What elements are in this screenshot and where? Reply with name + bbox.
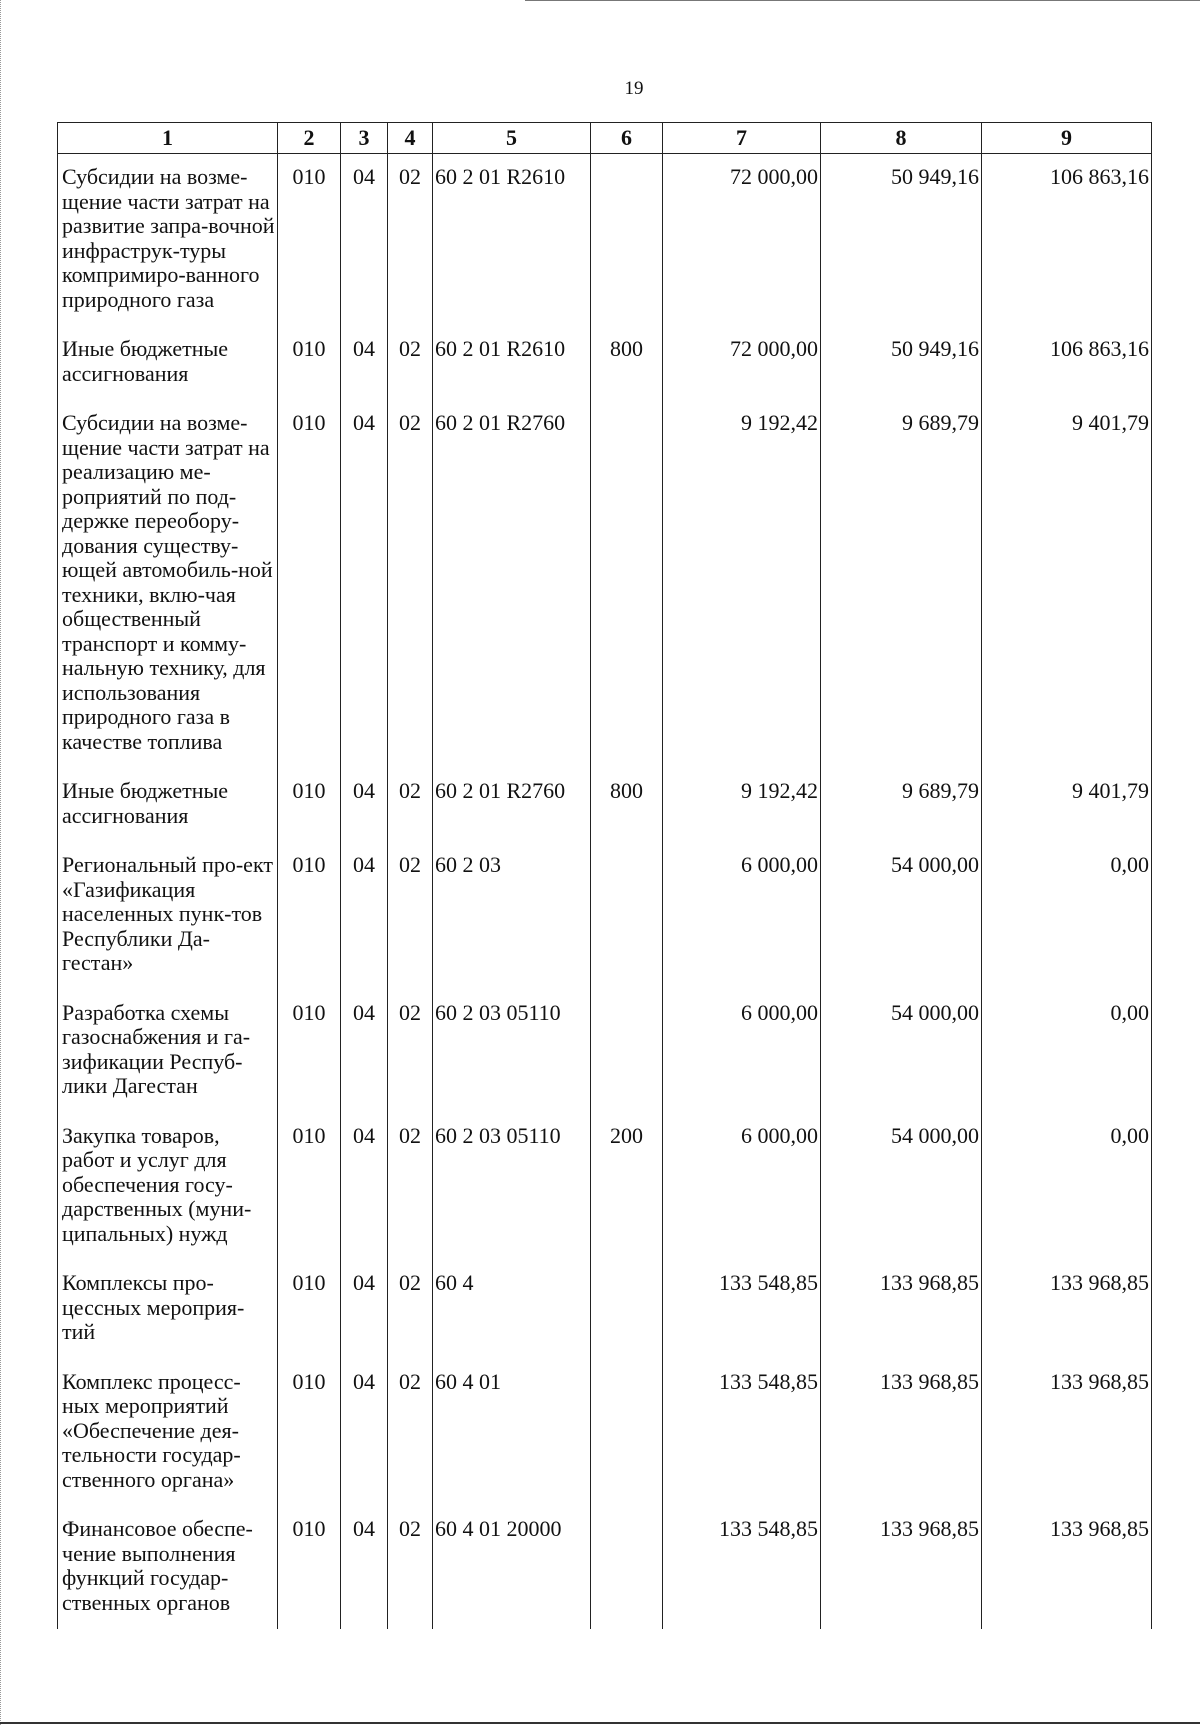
column-header-6: 6 [591, 123, 663, 154]
cell-col3: 04 [341, 154, 388, 327]
column-header-9: 9 [982, 123, 1152, 154]
cell-name: Субсидии на возме-щение части затрат на реализацию ме-роприятий по под-держке переобору-дования существу-ющей автомобиль-ной техники, вклю-чая общественный транспорт и комму-нальную технику, для использования природного газа в качестве топлива [58, 400, 278, 768]
table-row [58, 842, 1152, 990]
column-header-5: 5 [433, 123, 591, 154]
cell-col2: 010 [278, 154, 341, 327]
cell-col7: 9 192,42 [663, 768, 821, 842]
cell-col2: 010 [278, 1113, 341, 1261]
table-row [58, 326, 1152, 400]
cell-name: Иные бюджетные ассигнования [58, 768, 278, 842]
cell-col2: 010 [278, 1506, 341, 1629]
cell-name: Иные бюджетные ассигнования [58, 326, 278, 400]
table-row [58, 990, 1152, 1113]
cell-col6 [591, 842, 663, 990]
cell-col3: 04 [341, 842, 388, 990]
table-row [58, 1506, 1152, 1629]
cell-col6: 800 [591, 768, 663, 842]
cell-col5: 60 2 03 [433, 842, 591, 990]
scan-top-line [525, 0, 1200, 1]
cell-col8: 133 968,85 [821, 1260, 982, 1359]
column-header-8: 8 [821, 123, 982, 154]
cell-col4: 02 [388, 990, 433, 1113]
cell-col2: 010 [278, 768, 341, 842]
cell-col9: 133 968,85 [982, 1260, 1152, 1359]
cell-col8: 133 968,85 [821, 1506, 982, 1629]
cell-col5: 60 2 01 R2610 [433, 326, 591, 400]
cell-col6 [591, 154, 663, 327]
cell-col4: 02 [388, 1506, 433, 1629]
cell-col8: 54 000,00 [821, 990, 982, 1113]
header-row [58, 123, 1152, 154]
cell-col6 [591, 1260, 663, 1359]
cell-col3: 04 [341, 326, 388, 400]
cell-col4: 02 [388, 400, 433, 768]
table-row [58, 1260, 1152, 1359]
cell-col5: 60 2 01 R2760 [433, 768, 591, 842]
cell-col5: 60 2 03 05110 [433, 1113, 591, 1261]
cell-col8: 133 968,85 [821, 1359, 982, 1507]
cell-col8: 9 689,79 [821, 768, 982, 842]
cell-col9: 9 401,79 [982, 400, 1152, 768]
cell-col5: 60 4 01 20000 [433, 1506, 591, 1629]
scan-bottom-line [0, 1722, 1200, 1724]
table-row [58, 154, 1152, 327]
cell-col4: 02 [388, 326, 433, 400]
budget-table-container [57, 122, 1151, 1629]
cell-col9: 106 863,16 [982, 326, 1152, 400]
column-header-1: 1 [58, 123, 278, 154]
cell-col6 [591, 1359, 663, 1507]
table-header [58, 123, 1152, 154]
cell-col9: 133 968,85 [982, 1506, 1152, 1629]
cell-col7: 133 548,85 [663, 1506, 821, 1629]
cell-col7: 6 000,00 [663, 1113, 821, 1261]
cell-col3: 04 [341, 768, 388, 842]
cell-col3: 04 [341, 1359, 388, 1507]
cell-col4: 02 [388, 768, 433, 842]
scan-left-edge [0, 0, 3, 1725]
column-header-3: 3 [341, 123, 388, 154]
table-row [58, 400, 1152, 768]
table-row [58, 768, 1152, 842]
cell-col6: 800 [591, 326, 663, 400]
cell-col7: 6 000,00 [663, 842, 821, 990]
cell-col4: 02 [388, 154, 433, 327]
cell-col4: 02 [388, 1359, 433, 1507]
cell-col2: 010 [278, 842, 341, 990]
cell-col7: 72 000,00 [663, 154, 821, 327]
cell-col5: 60 2 01 R2760 [433, 400, 591, 768]
cell-col5: 60 2 01 R2610 [433, 154, 591, 327]
cell-name: Комплексы про-цессных мероприя-тий [58, 1260, 278, 1359]
cell-col7: 133 548,85 [663, 1260, 821, 1359]
cell-name: Закупка товаров, работ и услуг для обеспечения госу-дарственных (муни-ципальных) нужд [58, 1113, 278, 1261]
cell-col9: 0,00 [982, 990, 1152, 1113]
cell-col6 [591, 990, 663, 1113]
cell-col8: 54 000,00 [821, 1113, 982, 1261]
cell-col2: 010 [278, 326, 341, 400]
cell-col9: 9 401,79 [982, 768, 1152, 842]
cell-col9: 106 863,16 [982, 154, 1152, 327]
cell-col8: 9 689,79 [821, 400, 982, 768]
column-header-4: 4 [388, 123, 433, 154]
cell-name: Разработка схемы газоснабжения и га-зификации Респуб-лики Дагестан [58, 990, 278, 1113]
cell-col9: 0,00 [982, 1113, 1152, 1261]
cell-col2: 010 [278, 400, 341, 768]
cell-col8: 50 949,16 [821, 154, 982, 327]
cell-name: Региональный про-ект «Газификация населенных пунк-тов Республики Да-гестан» [58, 842, 278, 990]
cell-name: Комплекс процесс-ных мероприятий «Обеспечение дея-тельности государ-ственного органа» [58, 1359, 278, 1507]
cell-col4: 02 [388, 842, 433, 990]
cell-col2: 010 [278, 1260, 341, 1359]
cell-name: Субсидии на возме-щение части затрат на развитие запра-вочной инфраструк-туры компримиро-ванного природного газа [58, 154, 278, 327]
cell-col5: 60 2 03 05110 [433, 990, 591, 1113]
cell-col7: 9 192,42 [663, 400, 821, 768]
cell-col5: 60 4 01 [433, 1359, 591, 1507]
cell-col9: 0,00 [982, 842, 1152, 990]
table-row [58, 1113, 1152, 1261]
cell-col3: 04 [341, 400, 388, 768]
column-header-2: 2 [278, 123, 341, 154]
table-row [58, 1359, 1152, 1507]
cell-col8: 54 000,00 [821, 842, 982, 990]
cell-col3: 04 [341, 1260, 388, 1359]
cell-col7: 72 000,00 [663, 326, 821, 400]
cell-col6 [591, 400, 663, 768]
cell-col3: 04 [341, 990, 388, 1113]
cell-col6: 200 [591, 1113, 663, 1261]
cell-col3: 04 [341, 1113, 388, 1261]
cell-col7: 6 000,00 [663, 990, 821, 1113]
page-number: 19 [624, 78, 644, 99]
cell-col3: 04 [341, 1506, 388, 1629]
table-body [58, 154, 1152, 1630]
column-header-7: 7 [663, 123, 821, 154]
cell-col2: 010 [278, 990, 341, 1113]
cell-col8: 50 949,16 [821, 326, 982, 400]
cell-col6 [591, 1506, 663, 1629]
cell-col4: 02 [388, 1260, 433, 1359]
cell-col2: 010 [278, 1359, 341, 1507]
budget-table [57, 122, 1152, 1629]
cell-col7: 133 548,85 [663, 1359, 821, 1507]
cell-col4: 02 [388, 1113, 433, 1261]
cell-name: Финансовое обеспе-чение выполнения функций государ-ственных органов [58, 1506, 278, 1629]
cell-col9: 133 968,85 [982, 1359, 1152, 1507]
cell-col5: 60 4 [433, 1260, 591, 1359]
